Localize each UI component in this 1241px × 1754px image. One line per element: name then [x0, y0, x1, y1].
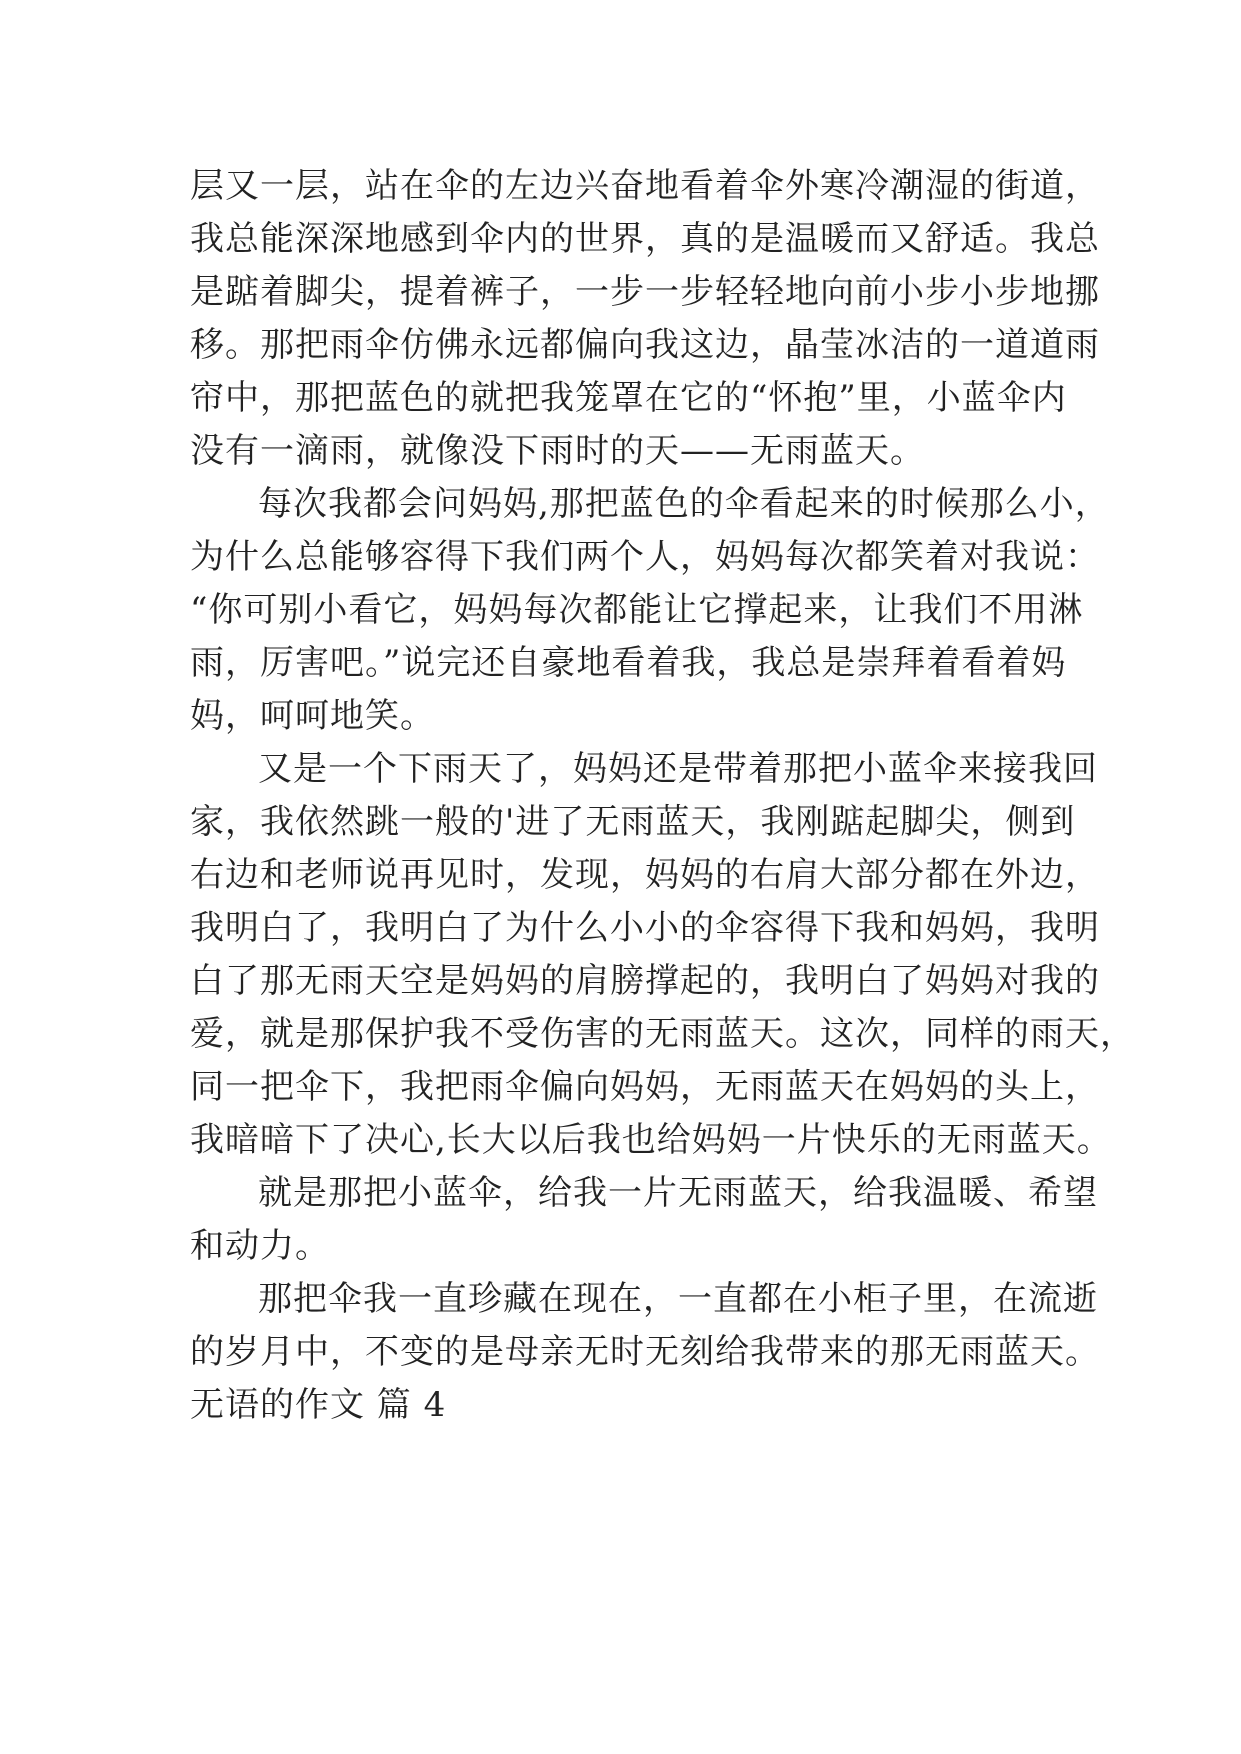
- text-line: 爱，就是那保护我不受伤害的无雨蓝天。这次，同样的雨天，: [190, 1014, 1135, 1054]
- text-line: 妈，呵呵地笑。: [190, 696, 435, 736]
- paragraph: [190, 478, 1110, 743]
- text-line: 右边和老师说再见时，发现，妈妈的右肩大部分都在外边，: [190, 855, 1100, 895]
- text-line: 和动力。: [190, 1226, 330, 1266]
- text-line: “你可别小看它，妈妈每次都能让它撑起来，让我们不用淋: [190, 590, 1084, 630]
- text-line: 又是一个下雨天了，妈妈还是带着那把小蓝伞来接我回: [258, 749, 1098, 789]
- text-line: 雨，厉害吧。”说完还自豪地看着我，我总是崇拜着看着妈: [190, 643, 1067, 683]
- text-line: 白了那无雨天空是妈妈的肩膀撑起的，我明白了妈妈对我的: [190, 961, 1100, 1001]
- text-line: 是踮着脚尖，提着裤子，一步一步轻轻地向前小步小步地挪: [190, 272, 1100, 312]
- text-line: 那把伞我一直珍藏在现在，一直都在小柜子里，在流逝: [258, 1279, 1098, 1319]
- text-line: 我总能深深地感到伞内的世界，真的是温暖而又舒适。我总: [190, 219, 1100, 259]
- text-line: 同一把伞下，我把雨伞偏向妈妈，无雨蓝天在妈妈的头上，: [190, 1067, 1100, 1107]
- paragraph: [190, 743, 1135, 1167]
- text-line: 家，我依然跳一般的'进了无雨蓝天，我刚踮起脚尖，侧到: [190, 802, 1076, 842]
- text-line: 就是那把小蓝伞，给我一片无雨蓝天，给我温暖、希望: [258, 1173, 1098, 1213]
- text-line: 我暗暗下了决心,长大以后我也给妈妈一片快乐的无雨蓝天。: [190, 1120, 1112, 1160]
- text-line: 移。那把雨伞仿佛永远都偏向我这边，晶莹冰洁的一道道雨: [190, 325, 1100, 365]
- section-heading: 无语的作文 篇 4: [190, 1385, 447, 1425]
- paragraph: [190, 160, 1100, 478]
- text-line: 没有一滴雨，就像没下雨时的天——无雨蓝天。: [190, 431, 925, 471]
- text-line: 我明白了，我明白了为什么小小的伞容得下我和妈妈，我明: [190, 908, 1100, 948]
- paragraph: [190, 1273, 1100, 1379]
- text-line: 层又一层，站在伞的左边兴奋地看着伞外寒冷潮湿的街道，: [190, 166, 1100, 206]
- text-line: 每次我都会问妈妈,那把蓝色的伞看起来的时候那么小，: [258, 484, 1110, 524]
- text-line: 帘中，那把蓝色的就把我笼罩在它的“怀抱”里，小蓝伞内: [190, 378, 1067, 418]
- text-line: 的岁月中，不变的是母亲无时无刻给我带来的那无雨蓝天。: [190, 1332, 1100, 1372]
- paragraph: [190, 1167, 1098, 1273]
- document-body: [190, 160, 1135, 1432]
- text-line: 为什么总能够容得下我们两个人，妈妈每次都笑着对我说：: [190, 537, 1100, 577]
